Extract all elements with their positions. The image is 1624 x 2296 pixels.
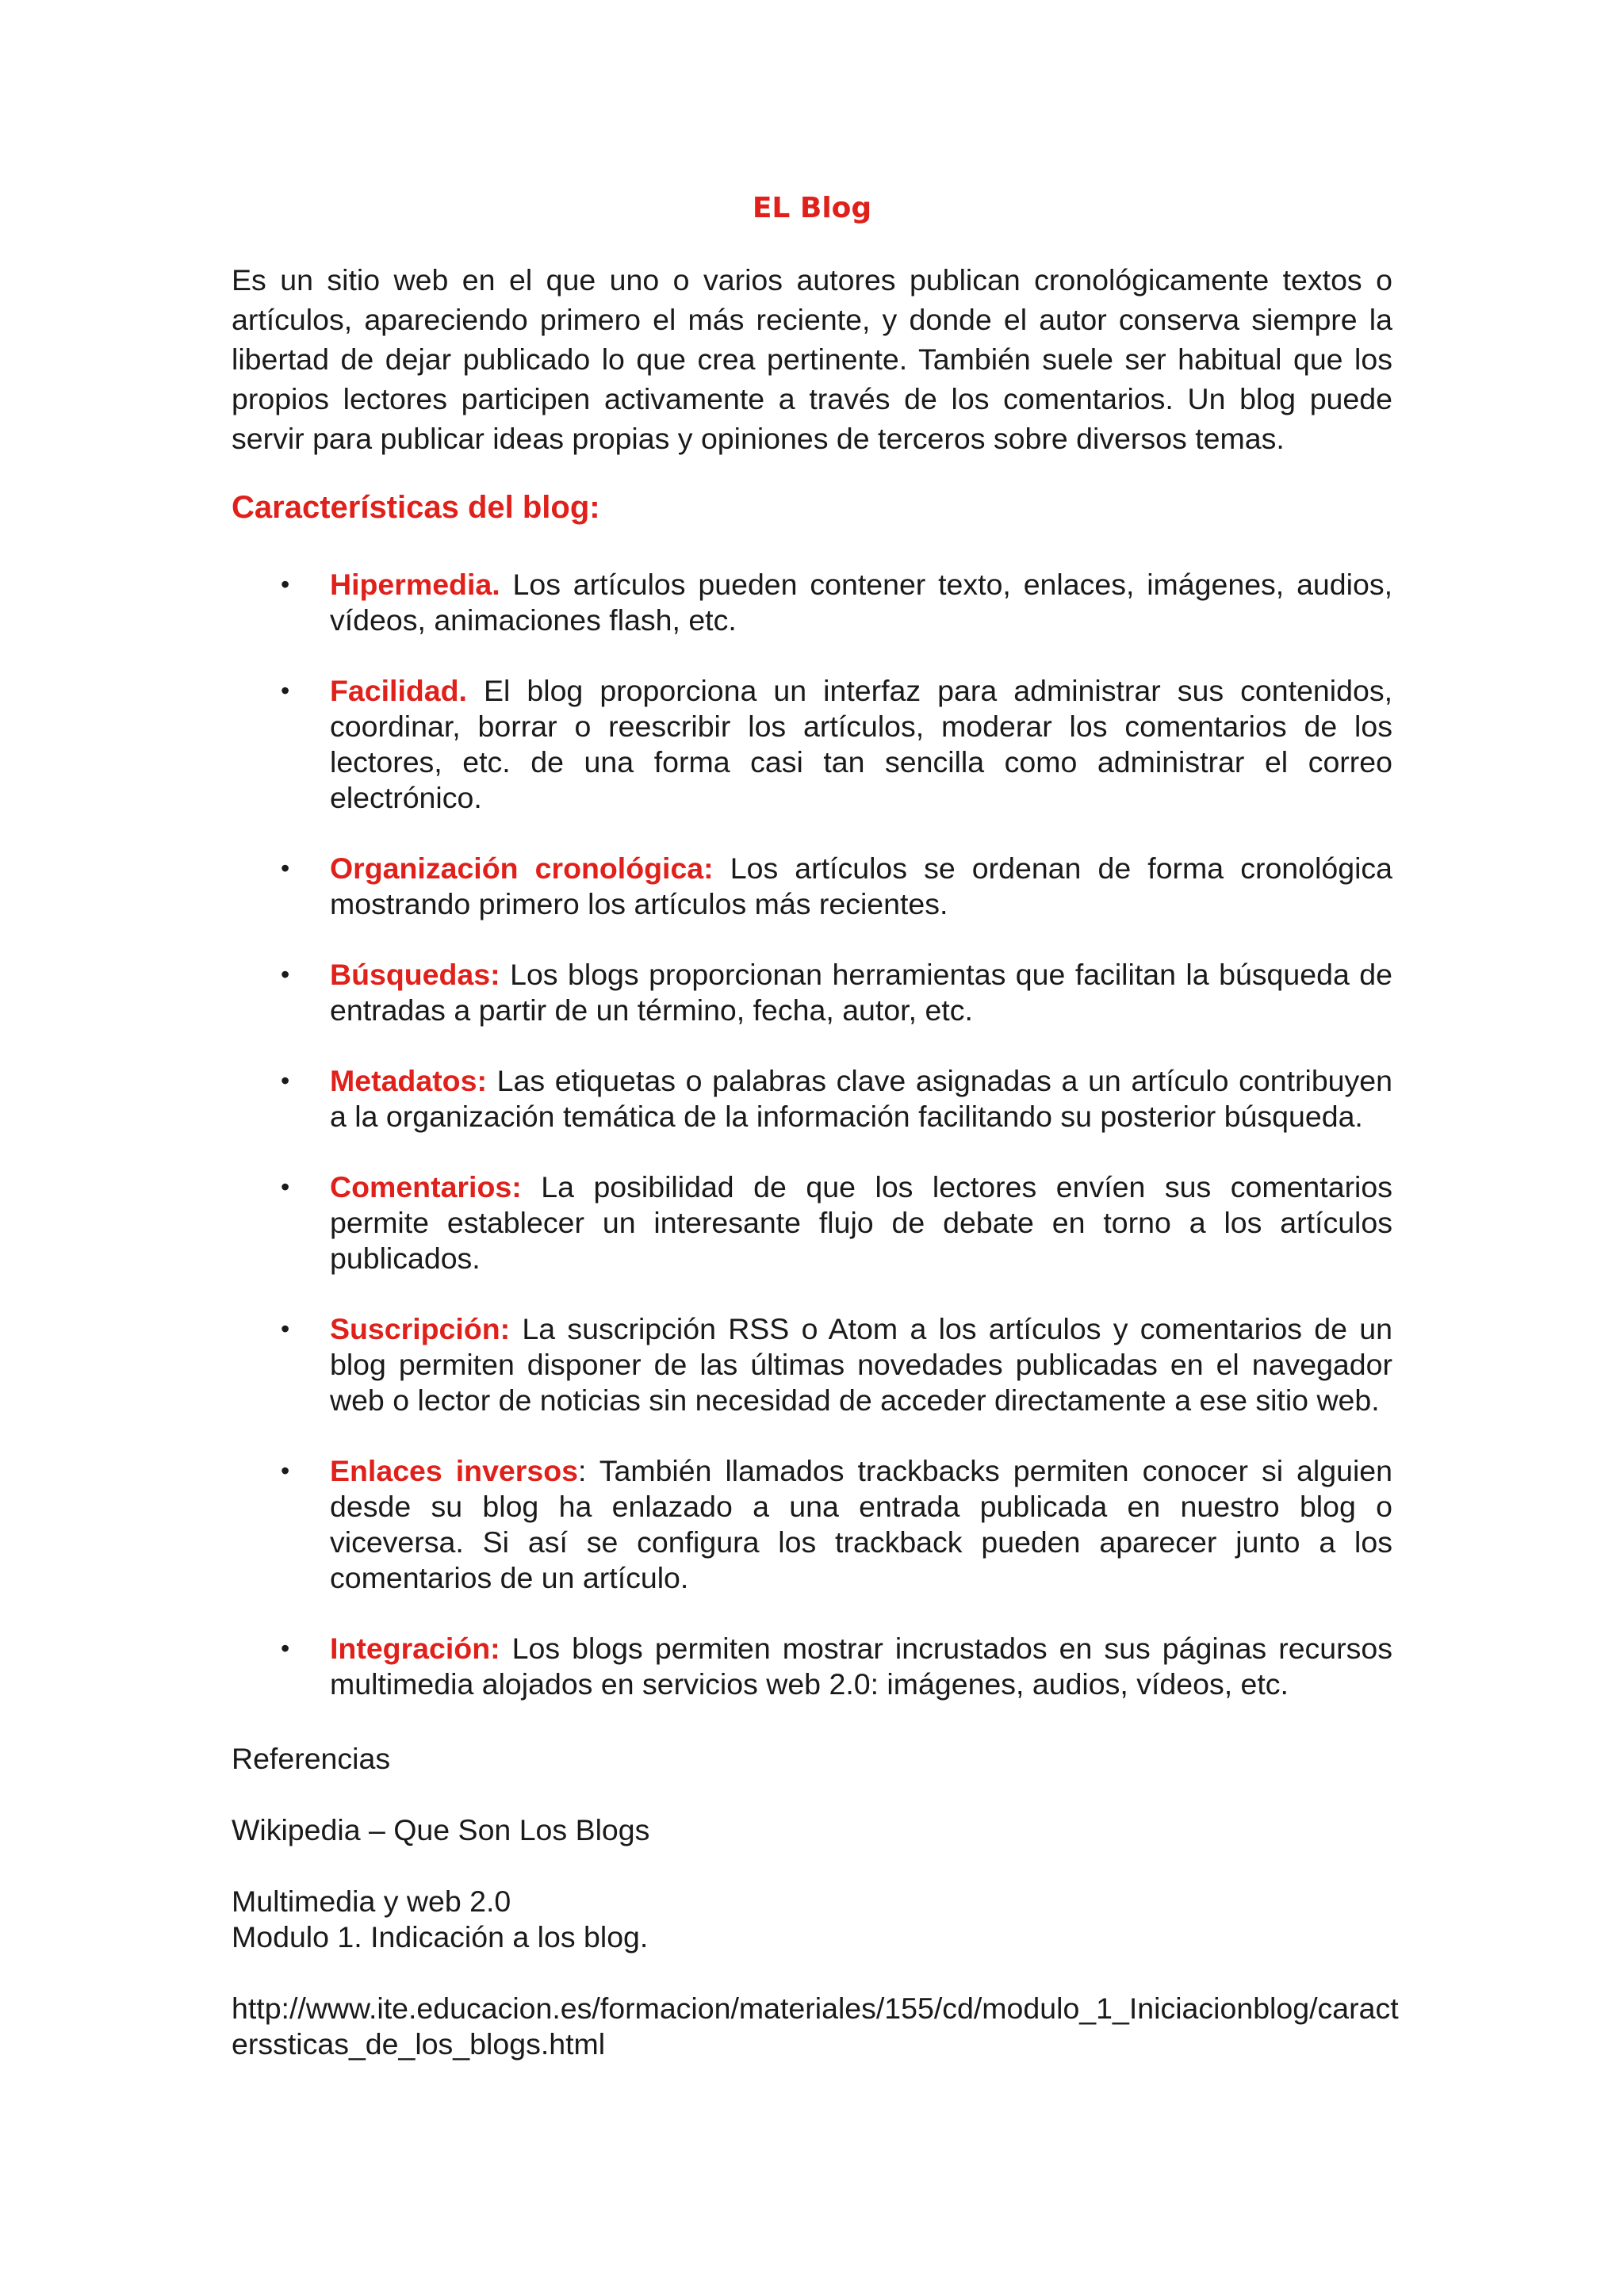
feature-text: Las etiquetas o palabras clave asignadas a un artículo contribuyen a la organización temática de la información facilitando su posterior búsqueda. [330,1064,1392,1133]
reference-wikipedia: Wikipedia – Que Son Los Blogs [232,1813,650,1846]
feature-term: Suscripción: [330,1312,511,1345]
feature-term: Búsquedas: [330,958,500,991]
references-section [232,1741,1405,2098]
bullet-icon: • [281,1456,290,1485]
feature-text: La posibilidad de que los lectores envíen sus comentarios permite establecer un interesante flujo de debate en torno a los artículos publicados. [330,1170,1392,1275]
list-item [232,1169,1392,1276]
references-heading: Referencias [232,1742,391,1775]
bullet-icon: • [281,854,290,882]
feature-text: Los blogs permiten mostrar incrustados en sus páginas recursos multimedia alojados en servicios web 2.0: imágenes, audios, vídeos, etc. [330,1632,1392,1701]
bullet-icon: • [281,570,290,599]
list-item [232,1063,1392,1135]
intro-paragraph: Es un sitio web en el que uno o varios autores publican cronológicamente textos o artículos, apareciendo primero el más reciente, y donde el autor conserva siempre la libertad de dejar publicado lo que crea pertinente. También suele ser habitual que los propios lectores participen activamente a través de los comentarios. Un blog puede servir para publicar ideas propias y opiniones de terceros sobre diversos temas. [232,263,1392,455]
reference-url: http://www.ite.educacion.es/formacion/materiales/155/cd/modulo_1_Iniciacionblog/caracterssticas_de_los_blogs.html [232,1992,1399,2061]
feature-term: Organización cronológica: [330,851,714,885]
bullet-icon: • [281,1173,290,1201]
bullet-icon: • [281,1314,290,1343]
feature-term: Metadatos: [330,1064,487,1097]
feature-term: Hipermedia. [330,568,500,601]
feature-term: Facilidad. [330,674,467,707]
feature-text: La suscripción RSS o Atom a los artículos y comentarios de un blog permiten disponer de las últimas novedades publicadas en el navegador web o lector de noticias sin necesidad de acceder directamente a ese sitio web. [330,1312,1392,1417]
feature-term: Enlaces inversos [330,1454,578,1487]
document-title: EL Blog [752,192,872,224]
feature-text: Los artículos pueden contener texto, enlaces, imágenes, audios, vídeos, animaciones flash, etc. [330,568,1392,637]
bullet-icon: • [281,676,290,705]
list-item [232,1631,1392,1702]
feature-text: : También llamados trackbacks permiten conocer si alguien desde su blog ha enlazado a una entrada publicada en nuestro blog o viceversa. Si así se configura los trackback pueden aparecer junto a los comentarios de un artículo. [330,1454,1392,1594]
bullet-icon: • [281,960,290,989]
reference-course-module: Modulo 1. Indicación a los blog. [232,1920,649,1954]
feature-text: El blog proporciona un interfaz para administrar sus contenidos, coordinar, borrar o reescribir los artículos, moderar los comentarios de los lectores, etc. de una forma casi tan sencilla como administrar el correo electrónico. [330,674,1392,814]
feature-text: Los artículos se ordenan de forma cronológica mostrando primero los artículos más recientes. [330,851,1393,920]
features-list [232,567,1392,1737]
list-item [232,957,1392,1028]
list-item [232,567,1392,638]
feature-text: Los blogs proporcionan herramientas que facilitan la búsqueda de entradas a partir de un término, fecha, autor, etc. [330,958,1392,1027]
bullet-icon: • [281,1066,290,1095]
section-heading: Características del blog: [232,490,600,525]
bullet-icon: • [281,1634,290,1663]
list-item [232,851,1392,922]
list-item [232,673,1392,816]
list-item [232,1453,1392,1596]
feature-term: Integración: [330,1632,500,1665]
feature-term: Comentarios: [330,1170,522,1203]
list-item [232,1311,1392,1418]
reference-course-title: Multimedia y web 2.0 [232,1885,511,1918]
